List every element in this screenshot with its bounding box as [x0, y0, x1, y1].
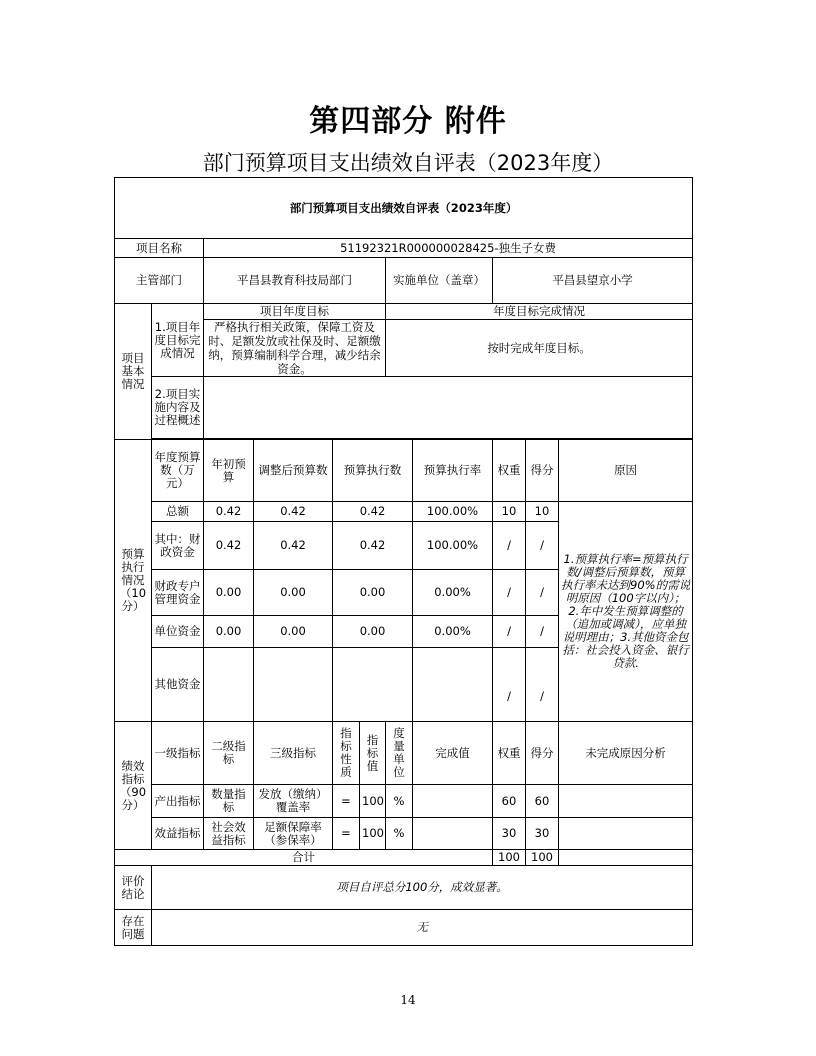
perf-row-level1: 效益指标 [152, 818, 204, 850]
budget-row-rate: 100.00% [413, 502, 493, 522]
budget-row-rate: 100.00% [413, 522, 493, 570]
perf-section-label: 绩效指标（90分） [115, 722, 152, 850]
budget-section-label: 预算执行情况（10分） [115, 440, 152, 722]
budget-header-rate: 预算执行率 [413, 440, 493, 502]
budget-row-adjusted: 0.42 [254, 522, 333, 570]
budget-row-executed: 0.42 [333, 502, 413, 522]
budget-row-adjusted [254, 648, 333, 722]
perf-row-reason [559, 818, 693, 850]
perf-header-nature: 指标性质 [333, 722, 360, 785]
total-score: 100 [526, 850, 559, 866]
perf-header-level3: 三级指标 [254, 722, 333, 785]
dept-label: 主管部门 [115, 258, 204, 304]
perf-row-actual [413, 818, 493, 850]
perf-row-level3: 足额保障率（参保率） [254, 818, 333, 850]
impl-unit-label: 实施单位（盖章） [386, 258, 493, 304]
goal-col-header: 项目年度目标 [204, 304, 386, 320]
perf-row-nature: = [333, 785, 360, 818]
budget-row-rate: 0.00% [413, 570, 493, 616]
perf-row-level1: 产出指标 [152, 785, 204, 818]
perf-row-level3: 发放（缴纳）覆盖率 [254, 785, 333, 818]
table-title: 部门预算项目支出绩效自评表（2023年度） [115, 178, 693, 239]
page-subheading: 部门预算项目支出绩效自评表（2023年度） [202, 151, 614, 175]
budget-header-executed: 预算执行数 [333, 440, 413, 502]
budget-row-rate: 0.00% [413, 616, 493, 648]
perf-row-value: 100 [360, 785, 386, 818]
dept-value: 平昌县教育科技局部门 [204, 258, 386, 304]
perf-header-level1: 一级指标 [152, 722, 204, 785]
budget-row-score: / [526, 522, 559, 570]
budget-row-score: / [526, 648, 559, 722]
basic-info-label: 项目基本情况 [115, 304, 152, 440]
perf-header-weight: 权重 [493, 722, 526, 785]
perf-row-reason [559, 785, 693, 818]
page-number: 14 [400, 993, 416, 1007]
goal-text: 严格执行相关政策，保障工资及时、足额发放或社保及时、足额缴纳，预算编制科学合理，减少结余资金。 [204, 320, 386, 377]
impl-label: 2.项目实施内容及过程概述 [152, 377, 204, 439]
budget-note: 1.预算执行率=预算执行数/调整后预算数，预算执行率未达到90%的需说明原因（100字以内）；2.年中发生预算调整的（追加或调减），应单独说明理由；3.其他资金包括：社会投入资金、银行贷款. [559, 502, 693, 722]
budget-header-weight: 权重 [493, 440, 526, 502]
budget-row-executed: 0.00 [333, 570, 413, 616]
completion-col-header: 年度目标完成情况 [386, 304, 693, 320]
perf-row-value: 100 [360, 818, 386, 850]
budget-row-executed [333, 648, 413, 722]
goal-label: 1.项目年度目标完成情况 [152, 304, 204, 377]
total-weight: 100 [493, 850, 526, 866]
budget-row-adjusted: 0.42 [254, 502, 333, 522]
budget-row-initial: 0.00 [204, 570, 254, 616]
perf-row-nature: = [333, 818, 360, 850]
budget-header-adjusted: 调整后预算数 [254, 440, 333, 502]
perf-row-level2: 社会效益指标 [204, 818, 254, 850]
budget-row-weight: / [493, 522, 526, 570]
budget-row-weight: 10 [493, 502, 526, 522]
perf-header-value: 指标值 [360, 722, 386, 785]
table-row [115, 502, 693, 522]
budget-header-reason: 原因 [559, 440, 693, 502]
perf-row-actual [413, 785, 493, 818]
budget-row-adjusted: 0.00 [254, 570, 333, 616]
perf-row-weight: 30 [493, 818, 526, 850]
issues-text: 无 [152, 910, 693, 946]
budget-row-initial: 0.42 [204, 522, 254, 570]
perf-row-weight: 60 [493, 785, 526, 818]
perf-row-unit: % [386, 785, 413, 818]
budget-row-score: / [526, 570, 559, 616]
perf-row-unit: % [386, 818, 413, 850]
budget-row-label: 财政专户管理资金 [152, 570, 204, 616]
budget-row-weight: / [493, 616, 526, 648]
budget-row-weight: / [493, 648, 526, 722]
budget-header-amount: 年度预算数（万元） [152, 440, 204, 502]
evaluation-text: 项目自评总分100分，成效显著。 [152, 866, 693, 910]
budget-row-label: 其中：财政资金 [152, 522, 204, 570]
impl-text [204, 377, 693, 439]
issues-label: 存在问题 [115, 910, 152, 946]
budget-row-initial: 0.00 [204, 616, 254, 648]
budget-row-label: 其他资金 [152, 648, 204, 722]
project-name-value: 51192321R000000028425-独生子女费 [204, 239, 693, 258]
perf-header-reason: 未完成原因分析 [559, 722, 693, 785]
table-row [115, 818, 693, 850]
budget-row-adjusted: 0.00 [254, 616, 333, 648]
evaluation-label: 评价结论 [115, 866, 152, 910]
budget-row-executed: 0.00 [333, 616, 413, 648]
project-name-label: 项目名称 [115, 239, 204, 258]
self-evaluation-table [114, 177, 693, 946]
budget-row-score: 10 [526, 502, 559, 522]
total-label: 合计 [115, 850, 493, 866]
budget-header-initial: 年初预算 [204, 440, 254, 502]
budget-row-rate [413, 648, 493, 722]
perf-header-unit: 度量单位 [386, 722, 413, 785]
budget-row-weight: / [493, 570, 526, 616]
budget-row-initial [204, 648, 254, 722]
budget-header-score: 得分 [526, 440, 559, 502]
budget-row-label: 总额 [152, 502, 204, 522]
perf-row-level2: 数量指标 [204, 785, 254, 818]
table-row [115, 785, 693, 818]
perf-row-score: 30 [526, 818, 559, 850]
budget-row-executed: 0.42 [333, 522, 413, 570]
budget-row-label: 单位资金 [152, 616, 204, 648]
perf-row-score: 60 [526, 785, 559, 818]
impl-unit-value: 平昌县望京小学 [493, 258, 693, 304]
perf-header-score: 得分 [526, 722, 559, 785]
perf-header-level2: 二级指标 [204, 722, 254, 785]
page-heading: 第四部分 附件 [309, 104, 507, 139]
budget-row-initial: 0.42 [204, 502, 254, 522]
completion-text: 按时完成年度目标。 [386, 320, 693, 377]
perf-header-actual: 完成值 [413, 722, 493, 785]
budget-row-score: / [526, 616, 559, 648]
